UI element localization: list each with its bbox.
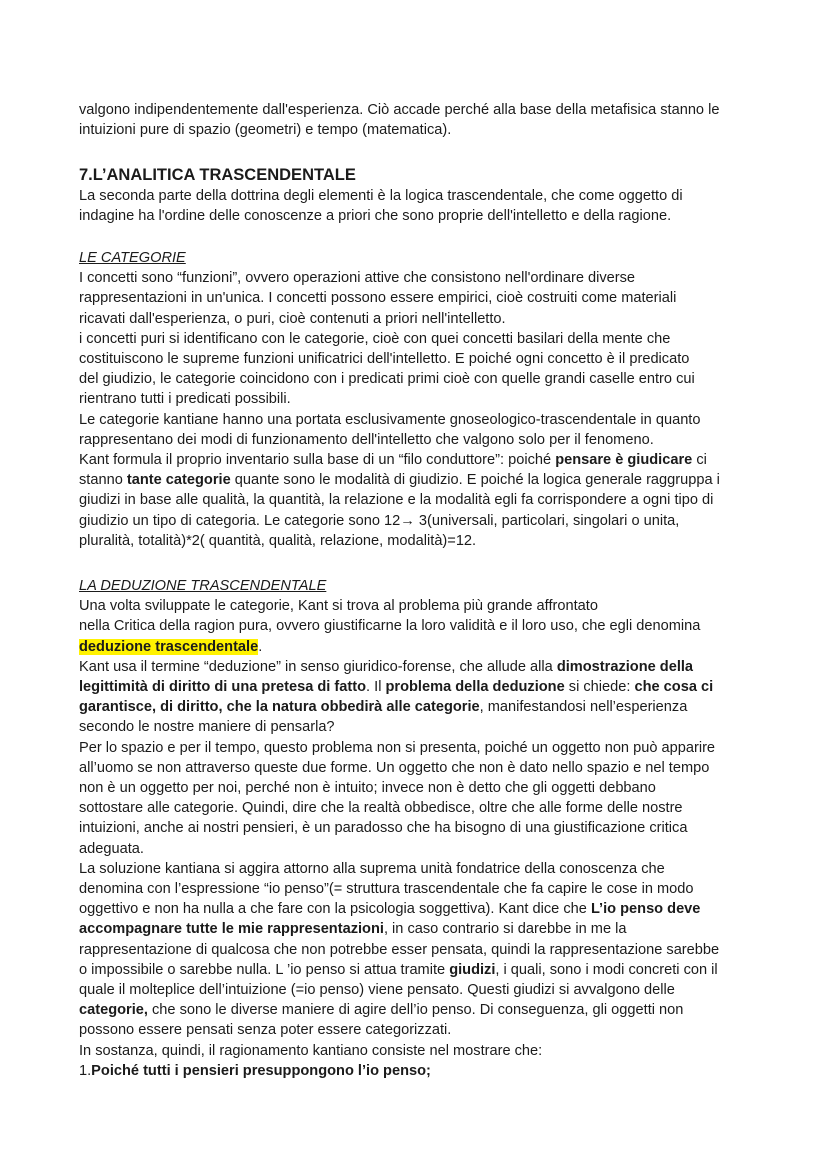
text-line: accompagnare tutte le mie rappresentazioni, in caso contrario si darebbe in me la (79, 921, 627, 938)
text-line: Una volta sviluppate le categorie, Kant si trova al problema più grande affrontato (79, 598, 598, 615)
text-line: adeguata. (79, 840, 144, 857)
text-line: o impossibile o sarebbe nulla. L ’io penso si attua tramite giudizi, i quali, sono i modi concreti con il (79, 961, 718, 978)
text-line: indagine ha l'ordine delle conoscenze a priori che sono proprie dell'intelletto e della ragione. (79, 208, 672, 225)
text-line: garantisce, di diritto, che la natura obbedirà alle categorie, manifestandosi nell’esperienza (79, 699, 688, 716)
text-line: sottostare alle categorie. Quindi, dire che la realtà obbedisce, oltre che alle forme delle nostre (79, 800, 683, 817)
text-line: La soluzione kantiana si aggira attorno alla suprema unità fondatrice della conoscenza che (79, 860, 665, 877)
text-line: La seconda parte della dottrina degli elementi è la logica trascendentale, che come oggetto di (79, 188, 683, 204)
text-line: deduzione trascendentale. (79, 638, 263, 655)
subheading-deduzione: LA DEDUZIONE TRASCENDENTALE (79, 578, 327, 594)
text-line: 1.Poiché tutti i pensieri presuppongono l’io penso; (79, 1062, 431, 1079)
text-line: I concetti sono “funzioni”, ovvero operazioni attive che consistono nell'ordinare diverse (79, 270, 636, 287)
text-line: legittimità di diritto di una pretesa di fatto. Il problema della deduzione si chiede: che cosa ci (79, 679, 714, 696)
text-line: pluralità, totalità)*2( quantità, qualità, relazione, modalità)=12. (79, 532, 477, 549)
text-line: giudizio un tipo di categoria. Le categorie sono 12→ 3(universali, particolari, singolari o unita, (79, 512, 680, 529)
bold-text: garantisce, di diritto, che la natura obbedirà alle categorie (79, 699, 480, 716)
text-line: Kant formula il proprio inventario sulla base di un “filo conduttore”: poiché pensare è giudicare ci (79, 452, 707, 469)
text-line: nella Critica della ragion pura, ovvero giustificarne la loro validità e il loro uso, che egli denomina (79, 618, 701, 635)
bold-text: legittimità di diritto di una pretesa di fatto (79, 679, 367, 696)
text-line: rappresentano dei modi di funzionamento dell'intelletto che valgono solo per il fenomeno. (79, 431, 654, 448)
text-line: i concetti puri si identificano con le categorie, cioè con quei concetti basilari della mente che (79, 330, 671, 347)
bold-text: tante categorie (126, 472, 231, 489)
text-line: secondo le nostre maniere di pensarla? (79, 719, 335, 736)
text-line: ricavati dall'esperienza, o puri, cioè contenuti a priori nell'intelletto. (79, 310, 506, 327)
text-line: valgono indipendentemente dall'esperienza. Ciò accade perché alla base della metafisica stanno le (79, 102, 720, 118)
bold-text: categorie, (79, 1002, 148, 1019)
section-analitica (79, 164, 759, 226)
section-title: 7.L’ANALITICA TRASCENDENTALE (79, 166, 356, 184)
bold-text: pensare è giudicare (555, 452, 693, 469)
text-line: del giudizio, le categorie coincidono con i predicati primi cioè con quelle grandi caselle entro cui (79, 371, 695, 388)
text-line: all’uomo se non attraverso queste due forme. Un oggetto che non è dato nello spazio e nel tempo (79, 759, 710, 776)
text-line: quale il molteplice dell’intuizione (=io penso) viene pensato. Questi giudizi si avvalgono delle (79, 982, 675, 999)
text-line: intuizioni, anche ai nostri pensieri, è un paradosso che ha bisogno di una giustificazione critica (79, 820, 688, 837)
bold-text: problema della deduzione (385, 679, 565, 696)
text-line: oggettivo e non ha nulla a che fare con la psicologia soggettiva). Kant dice che L’io penso deve (79, 901, 701, 918)
bold-text: giudizi (449, 961, 496, 978)
text-line: rappresentazione di qualcosa che non potrebbe esser pensata, quindi la rappresentazione sarebbe (79, 941, 720, 958)
text-line: denomina con l’espressione “io penso”(= struttura trascendentale che fa capire le cose in modo (79, 881, 694, 898)
bold-text: dimostrazione della (556, 658, 694, 675)
intro-paragraph (79, 100, 759, 140)
text-line: giudizi in base alle qualità, la quantità, la relazione e la modalità egli fa corrispondere a ogni tipo di (79, 492, 714, 509)
text-line: stanno tante categorie quante sono le modalità di giudizio. E poiché la logica generale raggruppa i (79, 472, 720, 489)
text-line: Per lo spazio e per il tempo, questo problema non si presenta, poiché un oggetto non può apparire (79, 739, 716, 756)
section-deduzione (79, 576, 759, 1081)
text-line: non è un oggetto per noi, perché non è intuito; invece non è detto che gli oggetti debbano (79, 780, 656, 797)
text-line: categorie, che sono le diverse maniere di agire dell’io penso. Di conseguenza, gli oggetti non (79, 1002, 684, 1019)
bold-text: Poiché tutti i pensieri presuppongono l’io penso; (91, 1062, 431, 1079)
text-line: Le categorie kantiane hanno una portata esclusivamente gnoseologico-trascendentale in quanto (79, 411, 701, 428)
text-line: possono essere pensati senza poter essere categorizzati. (79, 1022, 452, 1039)
text-line: Kant usa il termine “deduzione” in senso giuridico-forense, che allude alla dimostrazione della (79, 658, 694, 675)
text-line: rientrano tutti i predicati possibili. (79, 391, 291, 408)
subheading-categorie: LE CATEGORIE (79, 250, 186, 266)
highlighted-term: deduzione trascendentale (79, 638, 259, 655)
bold-text: L’io penso deve (590, 901, 701, 918)
text-line: intuizioni pure di spazio (geometri) e tempo (matematica). (79, 122, 452, 139)
section-categorie (79, 248, 759, 551)
text-line: costituiscono le supreme funzioni unificatrici dell'intelletto. E poiché ogni concetto è il predicato (79, 351, 690, 368)
bold-text: accompagnare tutte le mie rappresentazioni (79, 921, 384, 938)
text-line: rappresentazioni in un'unica. I concetti possono essere empirici, cioè costruiti come materiali (79, 290, 677, 307)
text-line: In sostanza, quindi, il ragionamento kantiano consiste nel mostrare che: (79, 1042, 543, 1059)
bold-text: che cosa ci (634, 679, 714, 696)
